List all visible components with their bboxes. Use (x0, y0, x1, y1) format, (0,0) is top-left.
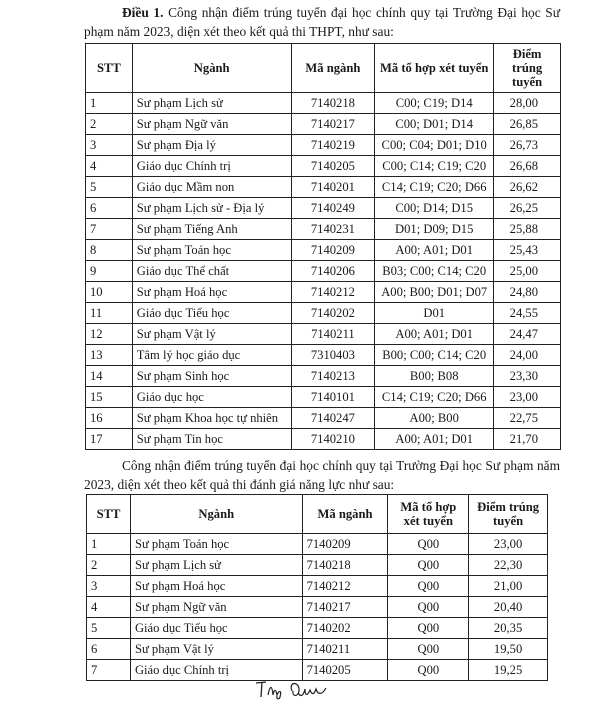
table-row (86, 387, 561, 408)
cell-stt: 17 (86, 429, 133, 450)
header-ma-nganh: Mã ngành (291, 44, 375, 93)
table-row (86, 366, 561, 387)
table-row (86, 93, 561, 114)
cell-nganh: Sư phạm Ngữ văn (132, 114, 291, 135)
cell-ma-nganh: 7140209 (302, 534, 388, 555)
cell-stt: 2 (86, 114, 133, 135)
cell-nganh: Sư phạm Toán học (130, 534, 302, 555)
table-row (87, 597, 548, 618)
table-row (87, 618, 548, 639)
cell-diem: 20,35 (469, 618, 548, 639)
cell-to-hop: Q00 (388, 534, 469, 555)
table-row (86, 114, 561, 135)
cell-stt: 13 (86, 345, 133, 366)
cell-ma-nganh: 7140218 (291, 93, 375, 114)
header-nganh: Ngành (132, 44, 291, 93)
cell-nganh: Sư phạm Lịch sử - Địa lý (132, 198, 291, 219)
intro-paragraph-2: Công nhận điểm trúng tuyển đại học chính quy tại Trường Đại học Sư phạm năm 2023, diện xét theo kết quả thi đánh giá năng lực như sau: (84, 458, 560, 492)
cell-nganh: Sư phạm Ngữ văn (130, 597, 302, 618)
cell-stt: 11 (86, 303, 133, 324)
cell-nganh: Sư phạm Sinh học (132, 366, 291, 387)
cell-stt: 4 (87, 597, 131, 618)
header-ma-nganh: Mã ngành (302, 495, 388, 534)
cell-ma-nganh: 7140210 (291, 429, 375, 450)
cell-to-hop: A00; A01; D01 (375, 324, 494, 345)
table-row (86, 303, 561, 324)
table-row (87, 555, 548, 576)
cell-to-hop: Q00 (388, 555, 469, 576)
cell-nganh: Giáo dục Thể chất (132, 261, 291, 282)
cell-diem: 26,62 (494, 177, 561, 198)
cell-diem: 26,68 (494, 156, 561, 177)
table-row (86, 324, 561, 345)
cell-nganh: Sư phạm Lịch sử (130, 555, 302, 576)
cell-diem: 22,30 (469, 555, 548, 576)
cell-nganh: Sư phạm Vật lý (130, 639, 302, 660)
cell-stt: 3 (87, 576, 131, 597)
cell-ma-nganh: 7140202 (302, 618, 388, 639)
cell-diem: 23,00 (494, 387, 561, 408)
cell-ma-nganh: 7140209 (291, 240, 375, 261)
table-row (86, 219, 561, 240)
cell-ma-nganh: 7140211 (302, 639, 388, 660)
cell-ma-nganh: 7140219 (291, 135, 375, 156)
cell-to-hop: D01; D09; D15 (375, 219, 494, 240)
thpt-admission-table (85, 43, 561, 450)
cell-diem: 22,75 (494, 408, 561, 429)
cell-ma-nganh: 7140213 (291, 366, 375, 387)
cell-diem: 19,25 (469, 660, 548, 681)
cell-diem: 25,43 (494, 240, 561, 261)
cell-nganh: Giáo dục học (132, 387, 291, 408)
cell-to-hop: A00; B00; D01; D07 (375, 282, 494, 303)
table-row (86, 156, 561, 177)
cell-nganh: Sư phạm Toán học (132, 240, 291, 261)
cell-ma-nganh: 7140202 (291, 303, 375, 324)
cell-nganh: Sư phạm Vật lý (132, 324, 291, 345)
cell-to-hop: B00; C00; C14; C20 (375, 345, 494, 366)
cell-stt: 2 (87, 555, 131, 576)
cell-to-hop: B03; C00; C14; C20 (375, 261, 494, 282)
cell-nganh: Sư phạm Hoá học (130, 576, 302, 597)
cell-to-hop: C00; D01; D14 (375, 114, 494, 135)
cell-ma-nganh: 7140218 (302, 555, 388, 576)
table-row (87, 639, 548, 660)
cell-stt: 1 (86, 93, 133, 114)
cell-ma-nganh: 7140205 (291, 156, 375, 177)
cell-to-hop: Q00 (388, 618, 469, 639)
header-stt: STT (87, 495, 131, 534)
cell-nganh: Sư phạm Khoa học tự nhiên (132, 408, 291, 429)
cell-stt: 3 (86, 135, 133, 156)
cell-diem: 24,00 (494, 345, 561, 366)
cell-stt: 10 (86, 282, 133, 303)
cell-nganh: Giáo dục Tiểu học (132, 303, 291, 324)
cell-nganh: Tâm lý học giáo dục (132, 345, 291, 366)
header-to-hop: Mã tổ hợp xét tuyển (388, 495, 469, 534)
cell-nganh: Giáo dục Tiểu học (130, 618, 302, 639)
cell-to-hop: C00; C04; D01; D10 (375, 135, 494, 156)
cell-nganh: Sư phạm Địa lý (132, 135, 291, 156)
cell-stt: 15 (86, 387, 133, 408)
cell-diem: 23,30 (494, 366, 561, 387)
cell-diem: 25,00 (494, 261, 561, 282)
table-row (86, 282, 561, 303)
cell-stt: 4 (86, 156, 133, 177)
table-row (86, 261, 561, 282)
cell-ma-nganh: 7140217 (302, 597, 388, 618)
header-stt: STT (86, 44, 133, 93)
table-row (86, 177, 561, 198)
header-to-hop: Mã tổ hợp xét tuyển (375, 44, 494, 93)
handwritten-signature (252, 673, 342, 701)
cell-ma-nganh: 7140249 (291, 198, 375, 219)
cell-ma-nganh: 7140205 (302, 660, 388, 681)
cell-to-hop: Q00 (388, 597, 469, 618)
cell-diem: 21,00 (469, 576, 548, 597)
cell-nganh: Sư phạm Tin học (132, 429, 291, 450)
table-row (86, 429, 561, 450)
cell-stt: 1 (87, 534, 131, 555)
header-diem: Điểm trúng tuyển (494, 44, 561, 93)
cell-to-hop: C00; C19; D14 (375, 93, 494, 114)
cell-ma-nganh: 7140247 (291, 408, 375, 429)
table-row (87, 576, 548, 597)
cell-stt: 7 (87, 660, 131, 681)
cell-ma-nganh: 7140231 (291, 219, 375, 240)
cell-stt: 6 (87, 639, 131, 660)
cell-ma-nganh: 7140201 (291, 177, 375, 198)
table-header-row (86, 44, 561, 93)
cell-ma-nganh: 7310403 (291, 345, 375, 366)
header-nganh: Ngành (130, 495, 302, 534)
cell-nganh: Sư phạm Lịch sử (132, 93, 291, 114)
cell-diem: 24,80 (494, 282, 561, 303)
table-header-row (87, 495, 548, 534)
dgnl-admission-table (86, 494, 548, 681)
cell-diem: 19,50 (469, 639, 548, 660)
table-row (86, 240, 561, 261)
cell-stt: 5 (87, 618, 131, 639)
cell-stt: 16 (86, 408, 133, 429)
table-row (86, 345, 561, 366)
cell-to-hop: C14; C19; C20; D66 (375, 387, 494, 408)
cell-diem: 24,55 (494, 303, 561, 324)
cell-nganh: Giáo dục Mầm non (132, 177, 291, 198)
cell-to-hop: C14; C19; C20; D66 (375, 177, 494, 198)
cell-to-hop: A00; A01; D01 (375, 240, 494, 261)
cell-nganh: Giáo dục Chính trị (132, 156, 291, 177)
article-label: Điều 1. (122, 5, 164, 20)
table-row (86, 408, 561, 429)
cell-to-hop: D01 (375, 303, 494, 324)
cell-diem: 26,25 (494, 198, 561, 219)
cell-to-hop: C00; D14; D15 (375, 198, 494, 219)
cell-stt: 8 (86, 240, 133, 261)
cell-diem: 23,00 (469, 534, 548, 555)
cell-diem: 26,85 (494, 114, 561, 135)
cell-ma-nganh: 7140217 (291, 114, 375, 135)
cell-to-hop: C00; C14; C19; C20 (375, 156, 494, 177)
cell-to-hop: A00; A01; D01 (375, 429, 494, 450)
cell-stt: 9 (86, 261, 133, 282)
cell-diem: 21,70 (494, 429, 561, 450)
cell-diem: 26,73 (494, 135, 561, 156)
cell-diem: 24,47 (494, 324, 561, 345)
header-diem: Điểm trúng tuyển (469, 495, 548, 534)
table-row (86, 135, 561, 156)
cell-ma-nganh: 7140211 (291, 324, 375, 345)
cell-ma-nganh: 7140212 (291, 282, 375, 303)
cell-stt: 14 (86, 366, 133, 387)
intro-paragraph-1 (84, 3, 560, 41)
cell-ma-nganh: 7140101 (291, 387, 375, 408)
cell-stt: 5 (86, 177, 133, 198)
cell-stt: 7 (86, 219, 133, 240)
cell-stt: 6 (86, 198, 133, 219)
cell-ma-nganh: 7140206 (291, 261, 375, 282)
cell-nganh: Sư phạm Tiếng Anh (132, 219, 291, 240)
cell-to-hop: Q00 (388, 660, 469, 681)
cell-to-hop: Q00 (388, 639, 469, 660)
intro-text-1: Công nhận điểm trúng tuyển đại học chính quy tại Trường Đại học Sư phạm năm 2023, diện xét theo kết quả thi THPT, như sau: (84, 5, 560, 39)
cell-to-hop: A00; B00 (375, 408, 494, 429)
cell-stt: 12 (86, 324, 133, 345)
cell-nganh: Sư phạm Hoá học (132, 282, 291, 303)
cell-to-hop: B00; B08 (375, 366, 494, 387)
cell-ma-nganh: 7140212 (302, 576, 388, 597)
cell-diem: 28,00 (494, 93, 561, 114)
cell-to-hop: Q00 (388, 576, 469, 597)
table-row (86, 198, 561, 219)
cell-diem: 25,88 (494, 219, 561, 240)
table-row (87, 534, 548, 555)
cell-nganh: Giáo dục Chính trị (130, 660, 302, 681)
cell-diem: 20,40 (469, 597, 548, 618)
